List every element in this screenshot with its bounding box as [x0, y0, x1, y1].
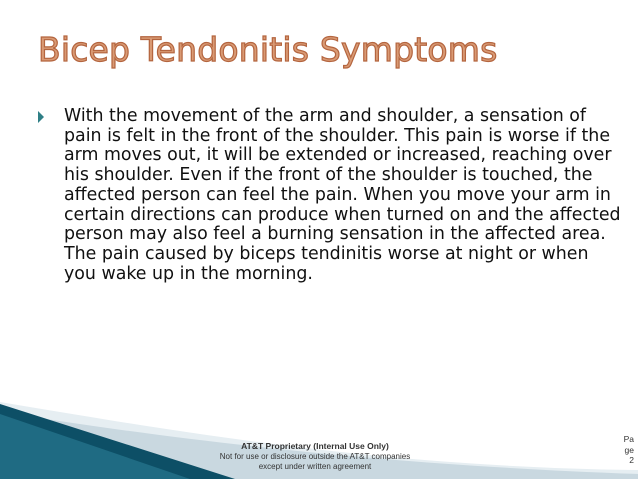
page-number-line-3: 2	[629, 455, 634, 465]
slide-title: Bicep Tendonitis Symptoms	[38, 30, 498, 69]
footer-disclaimer-line-2: except under written agreement	[258, 462, 372, 471]
footer-confidentiality	[170, 441, 460, 472]
page-number	[612, 434, 634, 466]
footer-proprietary-text: AT&T Proprietary (Internal Use Only)	[241, 441, 389, 451]
triangle-bullet-icon	[38, 111, 44, 123]
bullet-text: With the movement of the arm and shoulder, a sensation of pain is felt in the front of the shoulder. This pain is worse if the arm moves out, it will be extended or increased, reaching over his shoulder. Even if the front of the shoulder is touched, the affected person can feel the pain. When you move your arm in certain directions can produce when turned on and the affected person may also feel a burning sensation in the affected area. The pain caused by biceps tendinitis worse at night or when you wake up in the morning.	[64, 106, 621, 284]
page-number-line-1: Pa	[623, 434, 634, 444]
footer-disclaimer-line-1: Not for use or disclosure outside the AT&T companies	[219, 452, 411, 461]
page-number-line-2: ge	[624, 444, 634, 455]
